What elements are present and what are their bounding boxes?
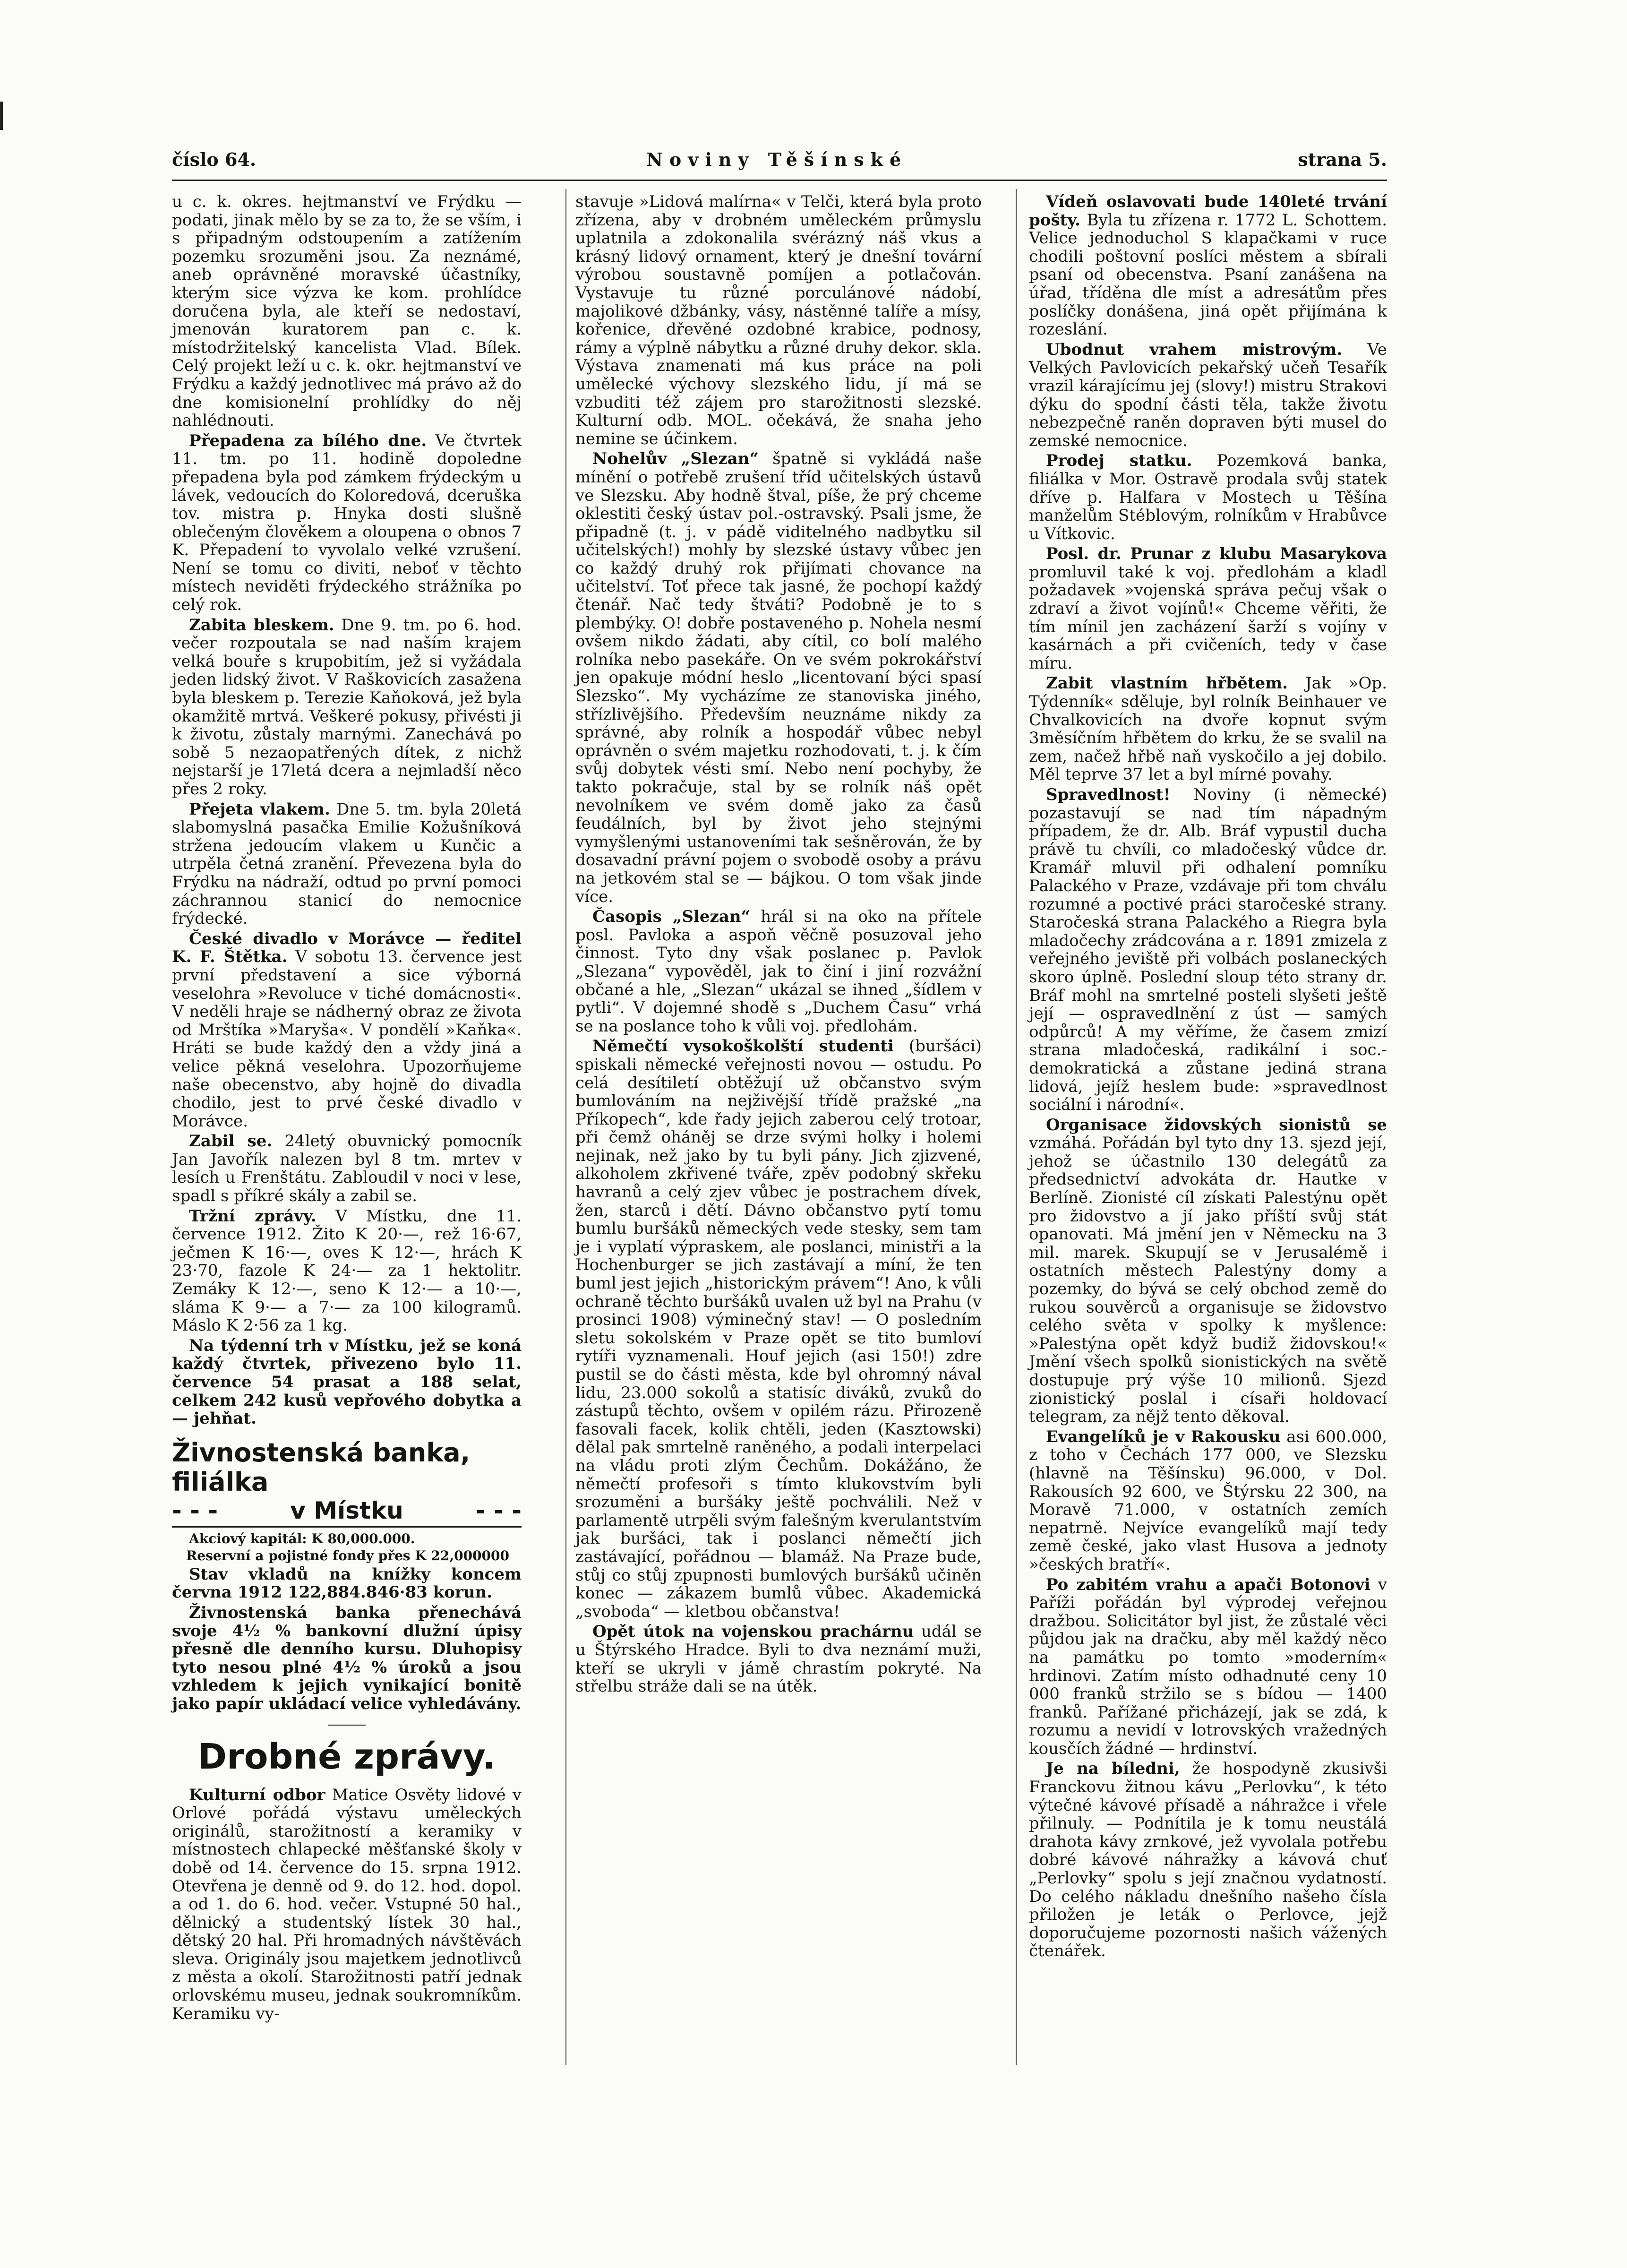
ad-dashes-left: - - -	[172, 1496, 218, 1524]
headline: Organisace židovských sionistů se	[1046, 1115, 1387, 1134]
article-body: Ve čtvrtek 11. tm. po 11. hodině dopoledne přepadena byla pod zámkem frýdeckým u lávek, vedoucích do Koloredová, dceruška tov. mistra p. Hnyka dosti slušně oblečeným člověkem a oloupena o obnos 7 K. Přepadení to vyvolalo velké vzrušení. Není se tomu co diviti, neboť v těchto místech neviděti frýdeckého strážníka po celý rok.	[172, 431, 522, 615]
headline: Přepadena za bílého dne.	[189, 431, 427, 450]
headline: Kulturní odbor	[189, 1785, 325, 1804]
column-2	[575, 193, 982, 1698]
article-continuation: u c. k. okres. hejtmanství ve Frýdku — podati, jinak mělo by se za to, že se vším, i s připadným odstoupením a zatížením pozemku srozuměni jsou. Za neznámé, aneb oprávněné moravské účastníky, kterým sice výzva ke kom. prohlídce doručena byla, ale kteří se nedostaví, jmenován kuratorem pan c. k. místodržitelský kancelista Vlad. Bílek. Celý projekt leží u c. k. okr. hejtmanství ve Frýdku a každý jednotlivec má právo až do dne komisionelní prohlídky do něj nahlédnouti.	[172, 192, 522, 430]
headline: Zabita bleskem.	[189, 615, 334, 635]
article-body: Dne 9. tm. po 6. hod. večer rozpoutala se nad naším krajem velká bouře s krupobitím, jež si vyžádala jeden lidský život. V Raškovicích zasažena byla bleskem p. Terezie Kaňoková, jež byla okamžitě mrtvá. Veškeré pokusy, přivésti ji k životu, zůstaly marnými. Zanechává po sobě 5 nezaopatřených dítek, z nichž nejstarší je 17letá dcera a nejmladší něco přes 2 roky.	[172, 615, 522, 799]
headline: Němečtí vysokoškolští studenti	[592, 1037, 894, 1056]
article-body: špatně si vykládá naše mínění o potřebě zrušení tříd učitelských ústavů ve Slezsku. Aby hodně štval, píše, že prý chceme oklestiti český ústav pol.-ostravský. Psali jsme, že připadně (t. j. v pádě viditelného nadbytku sil učitelských!) mohly by slezské ústavy vůbec jen co každý druhý rok přijímati chovance na učitelství. Toť přece tak jasné, že pochopí každý čtenář. Nač tedy štváti? Podobně je to s plembýky. O! dobře postaveného p. Nohela nesmí ovšem nikdo žádati, aby cítil, co bolí malého rolníka nebo pasekáře. On ve svém pokrokářství jen opakuje módní heslo „licentovaní býci spasí Slezsko“. My vycházíme ze stanoviska jiného, střízlivějšího. Především neuznáme nikdy za správné, aby rolník a hospodář vůbec nebyl oprávněn o svém majetku rozhodovati, t. j. k čím svůj dobytek vésti smí. Nebo není pochyby, že takto pokračuje, stal by se rolník náš opět nevolníkem ve svém domě jako za časů feudálních, byl by život jeho stejnými vymyšlenými ustanoveními tak sešněrován, že by dosavadní právní pojem o svobodě osoby a právu na jetkovém stal se — bájkou. O tom však jinde více.	[575, 449, 982, 906]
ad-dashes-right: - - -	[475, 1496, 522, 1524]
issue-number: číslo 64.	[172, 149, 257, 170]
headline: Přejeta vlakem.	[189, 799, 330, 819]
article-organisace	[1029, 1116, 1387, 1426]
article-body: Byla tu zřízena r. 1772 L. Schottem. Velice jednoduchol S klapačkami v ruce chodili poštovní poslíci městem a sbírali psaní od obecenstva. Psaní zanášena na úřad, tříděna dle míst a adresátům přes poslíčky donášena, jiná opět přijímána k rozeslání.	[1029, 210, 1387, 339]
article-botona	[1029, 1576, 1387, 1758]
article-zabit	[1029, 674, 1387, 784]
article-body: V Místku, dne 11. července 1912. Žito K 20·—, rež 16·67, ječmen K 16·—, oves K 12·—, hrách K 23·70, fazole K 24·— za 1 hektolitr. Zemáky K 12·—, seno K 12·— a 10·—, sláma K 9·— a 7·— za 100 kilogramů. Máslo K 2·56 za 1 kg.	[172, 1206, 522, 1335]
page-header	[172, 149, 1387, 177]
headline: Opět útok na vojenskou prachárnu	[592, 1622, 914, 1641]
article-body: Matice Osvěty lidové v Orlové pořádá výstavu uměleckých originálů, starožitností a keramiky v místnostech chlapecké měšťanské školy v době od 14. července do 15. srpna 1912. Otevřena je denně od 9. do 12. hod. dopol. a od 1. do 6. hod. večer. Vstupné 50 hal., dělnický a studentský lístek 30 hal., dětský 20 hal. Při hromadných návštěvách sleva. Originály jsou majetkem jednotlivců z města a okolí. Starožitnosti patří jednak orlovskému museu, jednak soukromníkům. Keramiku vy-	[172, 1785, 522, 2023]
article-body: v Paříži pořádán byl výprodej veřejnou dražbou. Solicitátor byl jist, že zůstalé věci půjdou jak na dračku, aby měl každý něco na památku po tomto »moderním« hrdinovi. Zatím místo odhadnuté ceny 10 000 franků stržilo se s bídou — 1400 franků. Pařížané přicházejí, jak se zdá, k rozumu a nevidí v lotrovských vražedných kousčích žádné — hrdinství.	[1029, 1575, 1387, 1758]
section-title: Drobné zprávy.	[197, 1736, 496, 1777]
column-divider-2	[1016, 189, 1017, 2065]
article-body: Dne 5. tm. byla 20letá slabomyslná pasačka Emilie Kožušníková stržena jedoucím vlakem u Kunčic a utrpěla četná zranění. Převezena byla do Frýdku na nádraží, odtud po první pomoci záchrannou stanicí do nemocnice frýdecké.	[172, 799, 522, 928]
headline: Spravedlnost!	[1046, 785, 1171, 804]
ad-place: v Místku	[290, 1496, 403, 1524]
article-body: hrál si na oko na přítele posl. Pavloka a aspoň věčně posuzoval jeho činnost. Tyto dny však poslanec p. Pavlok „Slezana“ vypověděl, jak to činí i jiní rozvážní občané a hle, „Slezan“ ukázal se ihned „šídlem v pytli“. V dojemné shodě s „Duchem Času“ vrhá se na poslance toho k vůli voj. předlohám.	[575, 907, 982, 1036]
article-prodej	[1029, 452, 1387, 543]
article-body: udál se u Štýrského Hradce. Byli to dva neznámí muži, kteří se ukryli v jámě chrastím pokryté. Na střelbu stráže dali se na útěk.	[575, 1622, 982, 1696]
headline: Prodej statku.	[1046, 451, 1192, 471]
article-body: V sobotu 13. července jest první představení a sice výborná veselohra »Revoluce v tiché domácnosti«. V neděli hraje se nádherný obraz ze života od Mrštíka »Maryša«. V pondělí »Kaňka«. Hráti se bude každý den a vždy jiná a velice pěkná veselohra. Upozorňujeme naše obecenstvo, aby hojně do divadla chodilo, jest to prvé české divadlo v Morávce.	[172, 947, 522, 1131]
article-body: Ve Velkých Pavlovicích pekařský učeň Tesařík vrazil kárajícímu jej (slovy!) mistru Strakovi dýku do spodní části těla, takže životu nebezpečně raněn dopraven býti musel do zemské nemocnice.	[1029, 340, 1387, 450]
headline: Časopis „Slezan“	[592, 907, 751, 927]
ad-title: Živnostenská banka, filiálka	[172, 1437, 471, 1497]
headline: Tržní zprávy.	[189, 1206, 317, 1226]
article-body: promluvil také k voj. předlohám a kladl požadavek »vojenská správa pečuj však o zdraví a život vojínů!« Chceme věřiti, že tím mínil jen zacházení šarží s vojíny v kasárnách a při cvičeních, tedy v čase míru.	[1029, 562, 1387, 673]
article-body: 24letý obuvnický pomocník Jan Javořík nalezen byl 8 tm. mrtev v lesích u Frenštátu. Zabloudil v noci v lese, spadl s příkré skály a zabil se.	[172, 1132, 522, 1206]
headline: České divadlo v Morávce — ředitel K. F. Štětka.	[172, 929, 522, 967]
article-nohel	[575, 450, 982, 906]
headline: Po zabitém vrahu a apači Botonovi	[1046, 1575, 1370, 1594]
page-number: strana 5.	[1298, 149, 1387, 170]
article-nemecti	[575, 1037, 982, 1621]
article-ubodnut	[1029, 341, 1387, 450]
newspaper-title: Noviny Těšínské	[646, 149, 908, 170]
header-rule	[172, 180, 1387, 181]
article-continuation: stavuje »Lidová malírna« v Telči, která byla proto zřízena, aby v drobném uměleckém průmyslu uplatnila a zdokonalila svérázný náš vkus a krásný lidový ornament, který je dnešní tovární výrobou soustavně pomíjen a potlačován. Vystavuje tu různé porculánové nádobí, majolikové džbánky, vásy, nástěnné talíře a mísy, kořenice, dřevěné ozdobné krabice, podnosy, rámy a výplně nábytku a různé druhy dekor. skla. Výstava znamenati má kus práce na poli umělecké výchovy slezského lidu, jí má se vzbuditi též zájem pro starožitnosti slezské. Kulturní odb. MOL. očekává, že snaha jeho nemine se účinkem.	[575, 192, 982, 448]
headline: Posl. dr. Prunar z klubu Masarykova	[1046, 544, 1387, 564]
article-kulturni	[172, 1786, 522, 2023]
article-body: Jak »Op. Týdenník« sděluje, byl rolník Beinhauer ve Chvalkovicích na dvoře kopnut svým 3měsíčním hřbětem do krku, že se svalil na zem, načež hřbě naň vyskočilo a jej dobilo. Měl teprve 37 let a byl mírné povahy.	[1029, 674, 1387, 784]
article-trzni	[172, 1207, 522, 1335]
article-body: Na týdenní trh v Místku, jež se koná každý čtvrtek, přivezeno bylo 11. července 54 prasat a 188 selat, celkem 242 kusů vepřového dobytka a — jehňat.	[172, 1336, 522, 1428]
headline: Evangelíků je v Rakousku	[1046, 1427, 1281, 1446]
article-prejeta	[172, 800, 522, 928]
separator	[328, 1725, 366, 1726]
ad-funds: Reservní a pojistné fondy přes K 22,000000	[186, 1547, 509, 1564]
headline: Je na bíledni,	[1046, 1759, 1180, 1778]
headline: Nohelův „Slezan“	[592, 449, 759, 469]
article-body: Pozemková banka, filiálka v Mor. Ostravě prodala svůj statek dříve p. Halfara v Mostech u Těšína manželům Stéblovým, rolníkům v Hrabůvce u Vítkovic.	[1029, 451, 1387, 543]
article-spravedlnost	[1029, 786, 1387, 1114]
article-opet	[575, 1623, 982, 1695]
article-body: Noviny (i německé) pozastavují se nad tím nápadným případem, že dr. Alb. Bráf vypustil ducha právě tu chvíli, co mladočeský vůdce dr. Kramář mluvil při odhalení pomníku Palackého v Praze, vzdávaje při tom chválu rozumné a poctivé práci staročeské strany. Staročeská strana Palackého a Riegra byla mladočechy zrádcována a r. 1891 zmizela z veřejného jeviště při volbách poslaneckých skoro úplně. Poslední sloup této strany dr. Bráf mohl na smrtelné posteli slyšeti ještě její — ospravedlnění z úst — samých odpůrců! A my věříme, že časem zmizí strana mladočeská, radikální i soc.-demokratická a zůstane jediná strana lidová, jejíž heslem bude: »spravedlnost sociální i národní«.	[1029, 785, 1387, 1115]
ad-subtitle	[172, 1497, 522, 1524]
ad-bonds: Živnostenská banka přenechává svoje 4½ % bankovní dlužní úpisy přesně dle denního kursu. Dluhopisy tyto nesou plné 4½ % úroků a jsou vzhledem k jejich vynikající bonitě jako papír ukládací velice vyhledávány.	[172, 1603, 522, 1713]
article-body: (buršáci) spiskali německé veřejnosti novou — ostudu. Po celá desítiletí obtěžují už občanstvo svým bumlováním na nejživější třídě pražské „na Příkopech“, kde řady jejich zaberou celý trotoar, při čemž oháněj se drze svými holky i holemi nejinak, než jako by tu byli pány. Jich zjizvené, alkoholem zkřivené tváře, zpěv podobný skřeku havranů a celý zjev vůbec je postrachem dívek, žen, starců i dětí. Dávno občanstvo pytí tomu bumlu buršáků německých vede stesky, sem tam je i vyplatí výpraskem, ale poslanci, ministři a la Hochenburger se jich zastávají a míní, že ten buml jest jejich „historickým právem“! Ano, k vůli ochraně těchto buršáků uvalen už byl na Prahu (v prosinci 1908) výminečný stav! — O posledním sletu sokolském v Praze opět se tito bumloví rytíři vyznamenali. Houf jejich (asi 150!) zdre pustil se do části města, kde byl ohromný nával lidu, 23.000 sokolů a statisíc diváků, zvuků do zástupů těchto, ovšem v opilém rázu. Přirozeně fasovali facek, kolik chtěli, jeden (Kasztowski) dělal pak smrtelně raněného, a podali interpelaci na vládu proti zlým Čechům. Dokážáno, že němečtí profesoři s tímto klukovstvím byli srozuměni a buršáky ještě pochválili. Než v parlamentě utrpěli svým falešným kverulantstvím jak buršáci, tak i poslanci němečtí jich zastávající, pořádnou — blamáž. Na Praze bude, stůj co stůj zpupnosti bumlových buršáků učiněn konec — zákazem bumlů vůbec. Akademická „svoboda“ — kletbou občanstva!	[575, 1037, 982, 1621]
article-viden	[1029, 193, 1387, 339]
headline: Vídeň oslavovati bude 140leté trvání pošty.	[1029, 192, 1387, 230]
article-zabita	[172, 616, 522, 799]
article-body: asi 600.000, z toho v Čechách 177 000, ve Slezsku (hlavně na Těšínsku) 96.000, v Dol. Rakousích 92 600, ve Štýrsku 22 300, na Moravě 71.000, v ostatních zemích nepatrně. Nejvíce evangelíků mají tedy země české, jako vlast Husova a jednoty »českých bratří«.	[1029, 1427, 1387, 1574]
article-evangelici	[1029, 1428, 1387, 1574]
column-1	[172, 193, 522, 2025]
article-divadlo	[172, 930, 522, 1131]
headline: Zabit vlastním hřbětem.	[1046, 674, 1288, 693]
column-divider-1	[565, 189, 566, 2065]
article-casopis	[575, 908, 982, 1035]
bank-advertisement	[172, 1438, 522, 1713]
ad-deposits: Stav vkladů na knížky koncem června 1912 122,884.846·83 korun.	[172, 1564, 522, 1602]
article-zabil	[172, 1132, 522, 1205]
ad-rule	[172, 1526, 522, 1528]
article-body: že hospodyně zkusivši Franckovu žitnou kávu „Perlovku“, k této výtečné kávové přísadě a náhražce i vřele přilnuly. — Podnítila je k tomu neustálá drahota kávy zrnkové, jež vyvolala potřebu dobré kávové náhražky a kávová chuť „Perlovky“ spolu s její značnou vydatností. Do celého nákladu dnešního našeho čísla přiložen je leták o Perlovce, jejž doporučujeme pozornosti našich vážených čtenářek.	[1029, 1759, 1387, 1961]
article-body: vzmáhá. Pořádán byl tyto dny 13. sjezd její, jehož se účastnilo 130 delegátů za předsednictví advokáta dr. Hautke v Berlíně. Zionisté cíl získati Palestýnu opět pro židovstvo a jí jako příští svůj stát opanovati. Má jmění jen v Německu na 3 mil. marek. Skupují se v Jerusalémě i ostatních městech Palestýny domy a pozemky, do bývá se celý obchod země do rukou souvěrců a organisuje se židovstvo celého světa v spolky k myšlence: »Palestýna opět když budiž židovskou!« Jmění všech spolků sionistických na světě dostupuje prý výše 10 milionů. Sjezd zionistický poslal i císaři holdovací telegram, za nějž tento děkoval.	[1029, 1134, 1387, 1426]
article-trh	[172, 1337, 522, 1428]
headline: Zabil se.	[189, 1132, 273, 1151]
left-edge-mark	[0, 102, 3, 130]
ad-capital: Akciový kapitál: K 80,000.000.	[189, 1530, 415, 1546]
article-perlovka	[1029, 1760, 1387, 1960]
article-prepadena	[172, 432, 522, 614]
headline: Ubodnut vrahem mistrovým.	[1046, 340, 1343, 359]
article-posl	[1029, 545, 1387, 672]
column-3	[1029, 193, 1387, 1962]
